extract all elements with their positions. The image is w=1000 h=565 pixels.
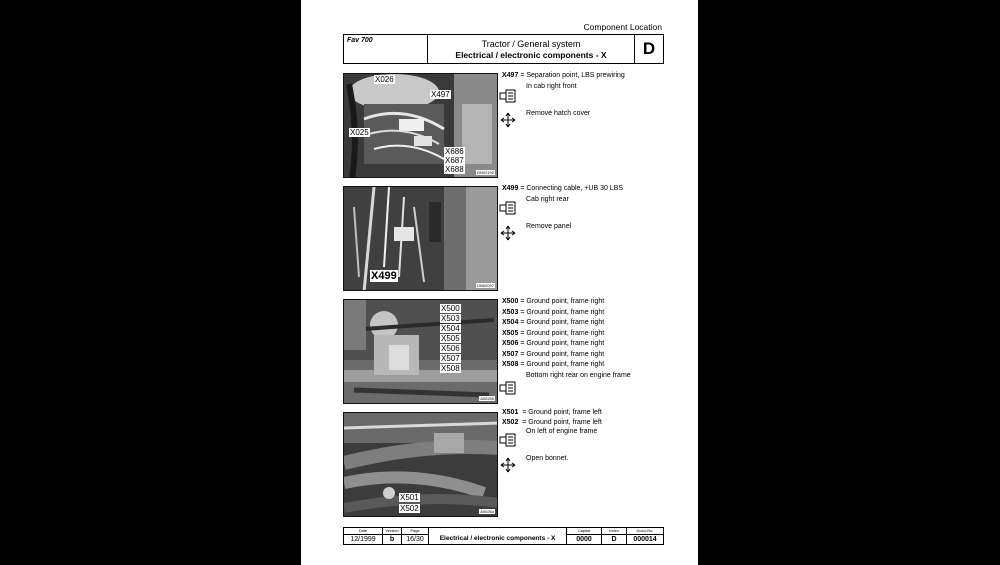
photo-label: X686 (445, 147, 464, 156)
item-row: X501 = Ground point, frame left (502, 409, 602, 416)
title-line-1: Tractor / General system (481, 38, 581, 49)
photo-label: X503 (441, 314, 460, 323)
footer-label: Capital (567, 528, 601, 535)
footer-docno: 000014 (633, 536, 657, 543)
component-location-icon (499, 432, 517, 448)
photo-code: DN02097 (477, 283, 494, 288)
photo-code: A00265 (480, 396, 494, 401)
location-text: Bottom right rear on engine frame (526, 371, 631, 379)
item-row: X500 = Ground point, frame right (502, 298, 605, 305)
photo-4-graphic (344, 413, 498, 517)
item-row: X502 = Ground point, frame left (502, 418, 602, 426)
item-row: X505 = Ground point, frame right (502, 329, 605, 337)
photo-label: X688 (445, 165, 464, 174)
section-2-text (502, 184, 623, 233)
photo-code: DN02192 (477, 170, 494, 175)
photo-2-graphic (344, 187, 498, 291)
footer-page-cell (402, 528, 429, 544)
item-row: X507 = Ground point, frame right (502, 350, 605, 358)
item-row: X499 = Connecting cable, +UB 30 LBS (502, 185, 624, 192)
footer-label: Docu-No. (627, 528, 663, 535)
item-row: X506 = Ground point, frame right (502, 340, 605, 347)
footer-page: 16/30 (406, 536, 424, 543)
component-location-icon (499, 200, 517, 216)
footer-label: Index (602, 528, 626, 535)
footer-label: Page (402, 528, 428, 535)
section-header: Component Location (583, 22, 662, 32)
component-location-icon (499, 88, 517, 104)
footer-date-cell (344, 528, 383, 544)
item-row: X508 = Ground point, frame right (502, 361, 605, 368)
photo-cab-front-connectors (343, 73, 498, 178)
photo-1-graphic (344, 74, 498, 178)
footer-docno-cell (627, 528, 663, 544)
photo-label: X499 (371, 270, 397, 282)
move-arrows-icon (499, 457, 517, 473)
location-text: In cab right front (526, 82, 577, 90)
chapter-letter: D (642, 39, 656, 58)
photo-label: X500 (441, 304, 460, 313)
action-text: Remove hatch cover (526, 110, 591, 117)
photo-engine-frame-right (343, 299, 498, 404)
component-location-icon (499, 380, 517, 396)
footer-version-cell (383, 528, 402, 544)
item-row: X503 = Ground point, frame right (502, 308, 605, 316)
photo-label: X504 (441, 324, 460, 333)
action-text: Remove panel (526, 223, 572, 230)
footer-index: D (611, 536, 617, 543)
photo-label: X687 (445, 156, 464, 165)
footer-version: b (389, 536, 395, 543)
title-center (428, 35, 635, 63)
footer-label: Version (383, 528, 401, 535)
photo-cab-rear-connector (343, 186, 498, 291)
move-arrows-icon (499, 112, 517, 128)
location-text: On left of engine frame (526, 428, 598, 435)
model-name: Fav 700 (344, 35, 428, 63)
item-row: X504 = Ground point, frame right (502, 319, 605, 326)
title-line-2: Electrical / electronic components - X (455, 49, 607, 60)
photo-label: X507 (441, 354, 460, 363)
footer-date: 12/1999 (350, 536, 376, 543)
action-text: Open bonnet. (526, 454, 569, 462)
photo-label: X508 (441, 364, 460, 373)
item-row: X497 = Separation point, LBS prewiring (502, 72, 625, 79)
title-block (343, 34, 664, 64)
footer-capital-cell (567, 528, 602, 544)
document-page (301, 0, 698, 565)
photo-label: X501 (400, 493, 419, 502)
photo-3-graphic (344, 300, 498, 404)
photo-label: X506 (441, 344, 460, 353)
photo-code: A00264 (480, 509, 494, 514)
footer-label: Date (344, 528, 382, 535)
footer-index-cell (602, 528, 627, 544)
photo-label: X505 (441, 334, 460, 343)
photo-label: X497 (431, 90, 450, 99)
section-1-text (502, 71, 625, 120)
footer-capital: 0000 (576, 536, 592, 543)
location-text: Cab right rear (526, 195, 569, 203)
photo-label: X026 (375, 75, 394, 84)
footer-table (343, 527, 664, 545)
section-3-text (502, 297, 631, 381)
move-arrows-icon (499, 225, 517, 241)
photo-label: X502 (400, 504, 419, 513)
photo-label: X025 (350, 128, 369, 137)
footer-title: Electrical / electronic components - X (429, 528, 567, 544)
photo-engine-frame-left (343, 412, 498, 517)
